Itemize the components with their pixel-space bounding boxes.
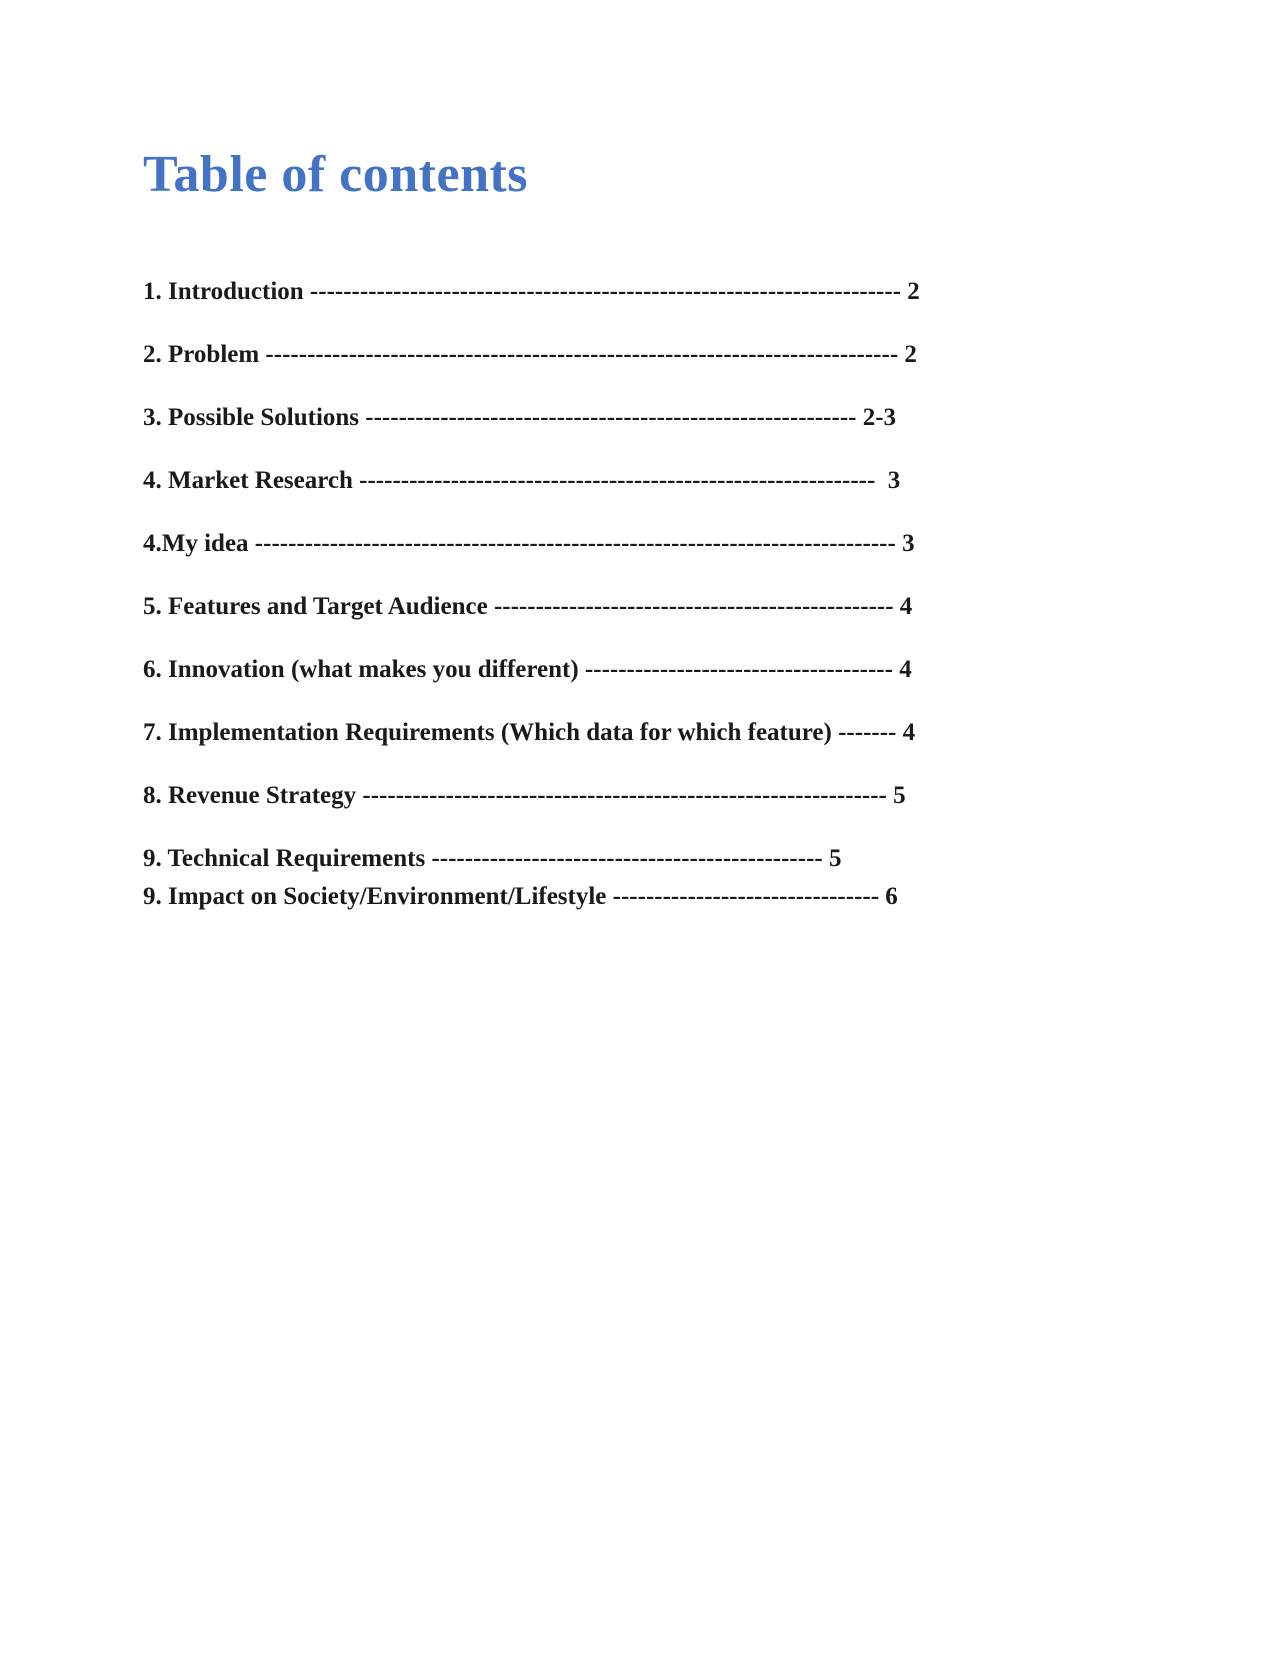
toc-entry-implementation-requirements: 7. Implementation Requirements (Which data for which feature) ------- 4 (143, 719, 916, 746)
toc-entry-my-idea: 4.My idea ----------------------------------------------------------------------------- 3 (143, 530, 915, 557)
table-of-contents (143, 273, 1180, 916)
toc-entry-introduction: 1. Introduction ----------------------------------------------------------------------- 2 (143, 278, 920, 305)
toc-entry-possible-solutions: 3. Possible Solutions ----------------------------------------------------------- 2-3 (143, 404, 897, 431)
toc-entry-impact-on-society-environment-lifestyle: 9. Impact on Society/Environment/Lifestyle -------------------------------- 6 (143, 883, 898, 910)
toc-entry-technical-requirements: 9. Technical Requirements ----------------------------------------------- 5 (143, 845, 842, 872)
toc-entry-features-and-target-audience: 5. Features and Target Audience ------------------------------------------------ 4 (143, 593, 913, 620)
page-title: Table of contents (143, 146, 529, 203)
toc-entry-innovation: 6. Innovation (what makes you different) ------------------------------------- 4 (143, 656, 912, 683)
toc-entry-problem: 2. Problem ---------------------------------------------------------------------------- 2 (143, 341, 917, 368)
toc-entry-market-research: 4. Market Research -------------------------------------------------------------- 3 (143, 467, 901, 494)
toc-entry-revenue-strategy: 8. Revenue Strategy --------------------------------------------------------------- 5 (143, 782, 906, 809)
